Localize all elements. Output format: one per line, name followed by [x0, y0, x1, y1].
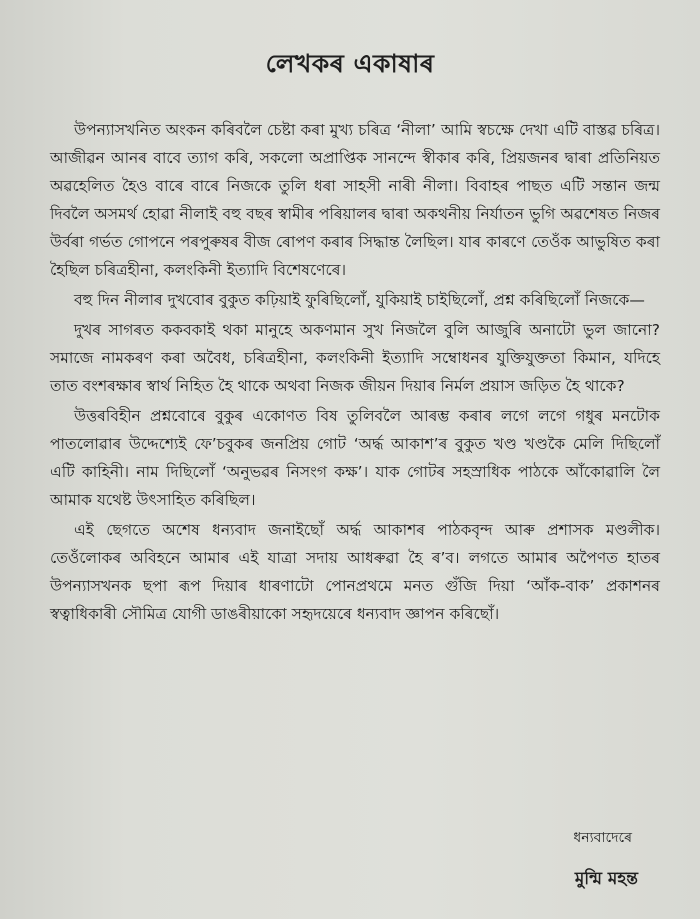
paragraph: এই ছেগতে অশেষ ধন্যবাদ জনাইছোঁ অৰ্দ্ধ আকাশৰ পাঠকবৃন্দ আৰু প্ৰশাসক মণ্ডলীক। তেওঁলোকৰ অবিহনে আমাৰ এই যাত্ৰা সদায় আধৰুৱা হৈ ৰ’ব। লগতে আমাৰ অপৈণত হাতৰ উপন্যাসখনক ছপা ৰূপ দিয়াৰ ধাৰণাটো পোনপ্ৰথমে মনত গুঁজি দিয়া ‘আঁক-বাক’ প্ৰকাশনৰ স্বত্বাধিকাৰী সৌমিত্ৰ যোগী ডাঙৰীয়াকো সহৃদয়েৰে ধন্যবাদ জ্ঞাপন কৰিছোঁ। [50, 521, 660, 623]
paragraph: বহু দিন নীলাৰ দুখবোৰ বুকুত কঢ়িয়াই ফুৰিছিলোঁ, যুকিয়াই চাইছিলোঁ, প্ৰশ্ন কৰিছিলোঁ নিজকে— [74, 291, 645, 309]
paragraph: উপন্যাসখনিত অংকন কৰিবলৈ চেষ্টা কৰা মুখ্য চৰিত্ৰ ‘নীলা’ আমি স্বচক্ষে দেখা এটি বাস্তৱ চৰিত্ৰ। আজীৱন আনৰ বাবে ত্যাগ কৰি, সকলো অপ্ৰাপ্তিক সানন্দে স্বীকাৰ কৰি, প্ৰিয়জনৰ দ্বাৰা প্ৰতিনিয়ত অৱহেলিত হৈও বাৰে বাৰে নিজকে তুলি ধৰা সাহসী নাৰী নীলা। বিবাহৰ পাছত এটি সন্তান জন্ম দিবলৈ অসমৰ্থ হোৱা নীলাই বহু বছৰ স্বামীৰ পৰিয়ালৰ দ্বাৰা অকথনীয় নিৰ্যাতন ভুগি অৱশেষত নিজৰ উৰ্বৰা গৰ্ভত গোপনে পৰপুৰুষৰ বীজ ৰোপণ কৰাৰ সিদ্ধান্ত লৈছিল। যাৰ কাৰণে তেওঁক আভুষিত কৰা হৈছিল চৰিত্ৰহীনা, কলংকিনী ইত্যাদি বিশেষণেৰে। [50, 121, 660, 279]
paragraph: উত্তৰবিহীন প্ৰশ্নবোৰে বুকুৰ একোণত বিষ তুলিবলৈ আৰম্ভ কৰাৰ লগে লগে গধুৰ মনটোক পাতলোৱাৰ উদ্দেশ্যেই ফে’চবুকৰ জনপ্ৰিয় গোট ‘অৰ্দ্ধ আকাশ’ৰ বুকুত খণ্ড খণ্ডকৈ মেলি দিছিলোঁ এটি কাহিনী। নাম দিছিলোঁ ‘অনুভৱৰ নিসংগ কক্ষ’। যাক গোটৰ সহস্ৰাধিক পাঠকে আঁকোৱালি লৈ আমাক যথেষ্ট উৎসাহিত কৰিছিল। [50, 407, 660, 509]
page-title: লেখকৰ একাষাৰ [265, 49, 435, 78]
author-signature: মুন্মি মহন্ত [574, 869, 638, 889]
paragraph: দুখৰ সাগৰত ককবকাই থকা মানুহে অকণমান সুখ নিজলৈ বুলি আজুৰি অনাটো ভুল জানো? সমাজে নামকৰণ কৰা অবৈধ, চৰিত্ৰহীনা, কলংকিনী ইত্যাদি সম্বোধনৰ যুক্তিযুক্ততা কিমান, যদিহে তাত বংশৰক্ষাৰ স্বাৰ্থ নিহিত হৈ থাকে অথবা নিজক জীয়ন দিয়াৰ নিৰ্মল প্ৰয়াস জড়িত হৈ থাকে? [50, 321, 660, 395]
preface-body [50, 116, 660, 630]
closing-line: ধন্যবাদেৰে [573, 830, 632, 846]
